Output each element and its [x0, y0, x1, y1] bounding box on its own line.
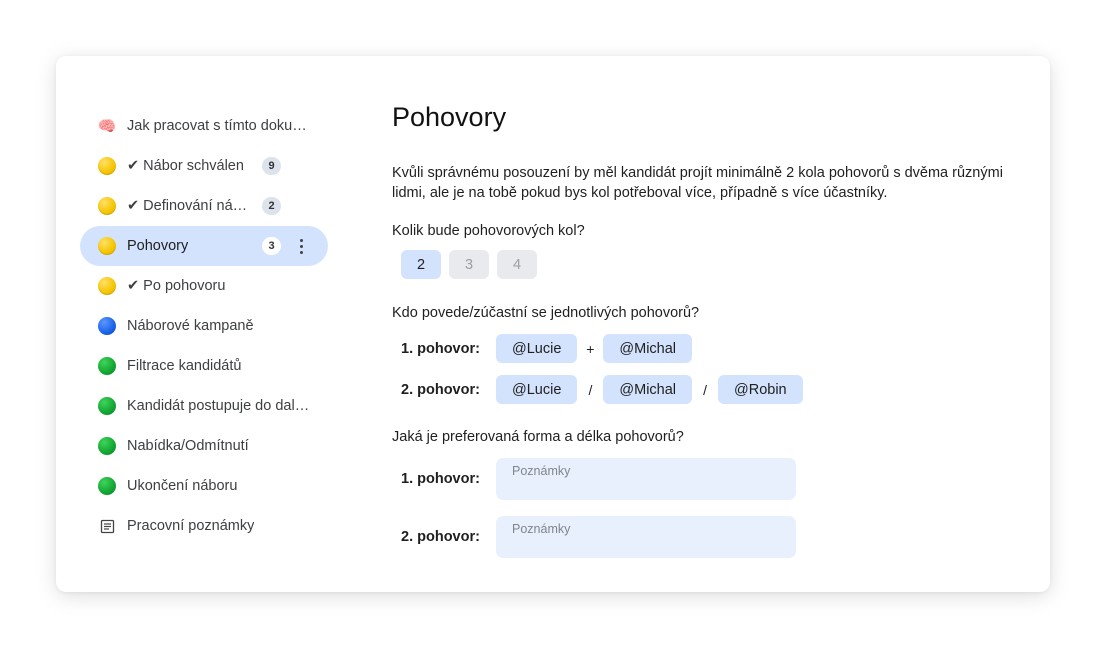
page-title: Pohovory — [392, 102, 507, 132]
document-card — [56, 56, 1050, 592]
separator-plus: + — [586, 340, 595, 357]
sidebar-item-label: Pohovory — [127, 238, 189, 254]
sidebar-item-filtrace-kandidatu[interactable] — [80, 346, 328, 386]
interview-1-notes-row — [401, 458, 796, 500]
separator-slash: / — [588, 381, 593, 398]
question-people: Kdo povede/zúčastní se jednotlivých pohovorů? — [392, 305, 700, 321]
sidebar-item-kandidat-postupuje[interactable] — [80, 386, 328, 426]
sidebar-item-pracovni-poznamky[interactable] — [80, 506, 328, 546]
sidebar-item-label: ✔ Nábor schválen — [127, 158, 244, 174]
count-badge: 2 — [262, 197, 281, 215]
brain-icon: 🧠 — [97, 118, 117, 135]
round-option-3[interactable]: 3 — [449, 250, 489, 279]
green-circle-icon — [98, 477, 116, 495]
yellow-circle-icon — [98, 277, 116, 295]
mention-michal[interactable]: @Michal — [603, 334, 692, 363]
mention-michal[interactable]: @Michal — [603, 375, 692, 404]
round-option-4[interactable]: 4 — [497, 250, 537, 279]
sidebar-item-ukonceni-naboru[interactable] — [80, 466, 328, 506]
sidebar-item-definovani[interactable] — [80, 186, 328, 226]
sidebar-item-label: Náborové kampaně — [127, 318, 254, 334]
count-badge: 3 — [262, 237, 281, 255]
green-circle-icon — [98, 357, 116, 375]
interview-2-notes-row — [401, 516, 796, 558]
interview-1-label: 1. pohovor: — [401, 340, 480, 357]
yellow-circle-icon — [98, 197, 116, 215]
sidebar-item-label: Filtrace kandidátů — [127, 358, 242, 374]
green-circle-icon — [98, 437, 116, 455]
intro-text: Kvůli správnému posouzení by měl kandidát projít minimálně 2 kola pohovorů s dvěma různými lidmi, ale je na tobě pokud bys kol potřeboval více, případně s více účastníky. — [392, 165, 1003, 201]
sidebar-item-jak-pracovat[interactable] — [80, 106, 328, 146]
document-icon — [98, 517, 116, 535]
notes-2-field[interactable] — [496, 516, 796, 558]
rounds-selector — [401, 250, 537, 279]
sidebar-item-label: ✔ Definování ná… — [127, 198, 248, 214]
question-rounds: Kolik bude pohovorových kol? — [392, 223, 585, 239]
separator-slash: / — [703, 381, 707, 398]
sidebar-item-label: ✔ Po pohovoru — [127, 278, 226, 294]
count-badge: 9 — [262, 157, 281, 175]
sidebar-item-label: Nabídka/Odmítnutí — [127, 438, 249, 454]
sidebar-item-nabor-schvalen[interactable] — [80, 146, 328, 186]
sidebar-item-label: Pracovní poznámky — [127, 518, 255, 534]
mention-robin[interactable]: @Robin — [718, 375, 803, 404]
notes-1-field[interactable] — [496, 458, 796, 500]
sidebar-item-naborove-kampane[interactable] — [80, 306, 328, 346]
question-form: Jaká je preferovaná forma a délka pohovorů? — [392, 429, 684, 445]
interview-2-label: 2. pohovor: — [401, 381, 480, 398]
round-option-2[interactable]: 2 — [401, 250, 441, 279]
green-circle-icon — [98, 397, 116, 415]
sidebar-item-nabidka-odmitnuti[interactable] — [80, 426, 328, 466]
sidebar-item-label: Kandidát postupuje do dal… — [127, 398, 310, 414]
yellow-circle-icon — [98, 157, 116, 175]
interview-2-people — [401, 375, 803, 404]
sidebar-item-label: Ukončení náboru — [127, 478, 238, 494]
notes-2-label: 2. pohovor: — [401, 529, 480, 545]
yellow-circle-icon — [98, 237, 116, 255]
blue-circle-icon — [98, 317, 116, 335]
notes-1-label: 1. pohovor: — [401, 471, 480, 487]
sidebar-item-po-pohovoru[interactable] — [80, 266, 328, 306]
more-options-icon[interactable] — [294, 236, 308, 256]
sidebar-item-pohovory[interactable] — [80, 226, 328, 266]
interview-1-people — [401, 334, 692, 363]
mention-lucie[interactable]: @Lucie — [496, 375, 577, 404]
sidebar — [80, 106, 328, 546]
mention-lucie[interactable]: @Lucie — [496, 334, 577, 363]
sidebar-item-label: Jak pracovat s tímto doku… — [127, 118, 307, 134]
